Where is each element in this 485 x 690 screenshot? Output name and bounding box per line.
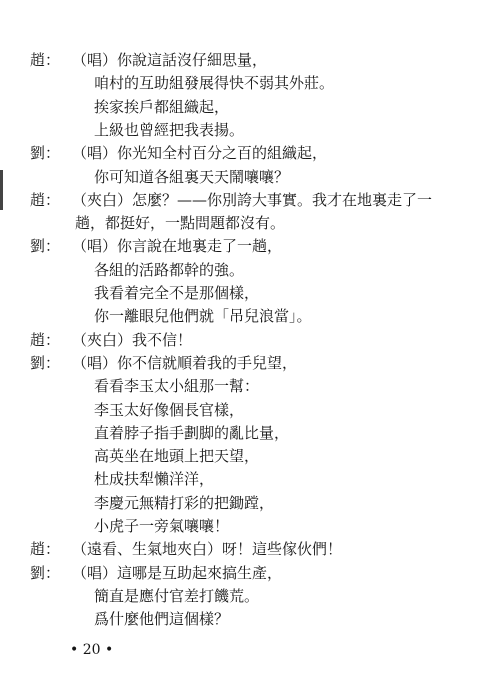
dialogue-continuation: 你可知道各組裏天天鬧嚷嚷？ [94,167,290,186]
dialogue-continuation: 小虎子一旁氣嚷嚷！ [94,517,230,535]
speaker-tag: 劉： [30,563,61,582]
dialogue-line: （唱）你光知全村百分之百的組織起， [72,144,328,163]
dialogue-continuation: 杜成扶犁懶洋洋， [94,470,215,489]
dialogue-line: （唱）這哪是互助起來搞生產， [72,563,283,582]
dialogue-continuation: 我看着完全不是那個樣， [94,284,260,302]
dialogue-continuation: 李慶元無精打彩的把鋤蹚， [94,493,275,512]
dialogue-continuation: 咱村的互助組發展得快不弱其外莊。 [94,74,335,93]
dialogue-line: （夾白）我不信！ [72,330,193,349]
dialogue-continuation: 各組的活路都幹的強。 [94,260,245,279]
dialogue-line: （唱）你不信就順着我的手兒望， [72,353,298,372]
page-edge-mark [0,170,3,210]
dialogue-continuation: 直着脖子指手劃脚的亂比量， [94,423,290,442]
dialogue-continuation: 趟，都挺好，一點問題都沒有。 [75,214,286,233]
dialogue-continuation: 簡直是應付官差打饑荒。 [94,586,260,605]
dialogue-continuation: 上級也曾經把我表揚。 [94,120,245,139]
dialogue-line: （遠看、生氣地夾白）呀！這些傢伙們！ [72,540,343,559]
dialogue-line: （唱）你說這話沒仔細思量， [72,51,268,69]
dialogue-continuation: 挨家挨戶都組織起， [94,97,230,116]
dialogue-continuation: 高英坐在地頭上把天望， [94,447,260,466]
speaker-tag: 劉： [30,353,61,372]
dialogue-continuation: 李玉太好像個長官樣， [94,400,245,419]
dialogue-continuation: 你一離眼兒他們就「吊兒浪當」。 [94,307,312,326]
speaker-tag: 趙： [30,330,61,349]
speaker-tag: 劉： [30,144,61,163]
speaker-tag: 趙： [30,540,61,559]
dialogue-line: （唱）你言說在地裏走了一趟， [72,237,283,256]
speaker-tag: 趙： [30,51,61,69]
speaker-tag: 趙： [30,190,61,209]
page-number: • 20 • [70,642,114,658]
dialogue-continuation: 爲什麼他們這個樣？ [94,610,230,629]
dialogue-line: （夾白）怎麼？——你別誇大事實。我才在地裏走了一 [72,190,433,209]
speaker-tag: 劉： [30,237,61,256]
dialogue-continuation: 看看李玉太小組那一幫： [94,377,260,396]
